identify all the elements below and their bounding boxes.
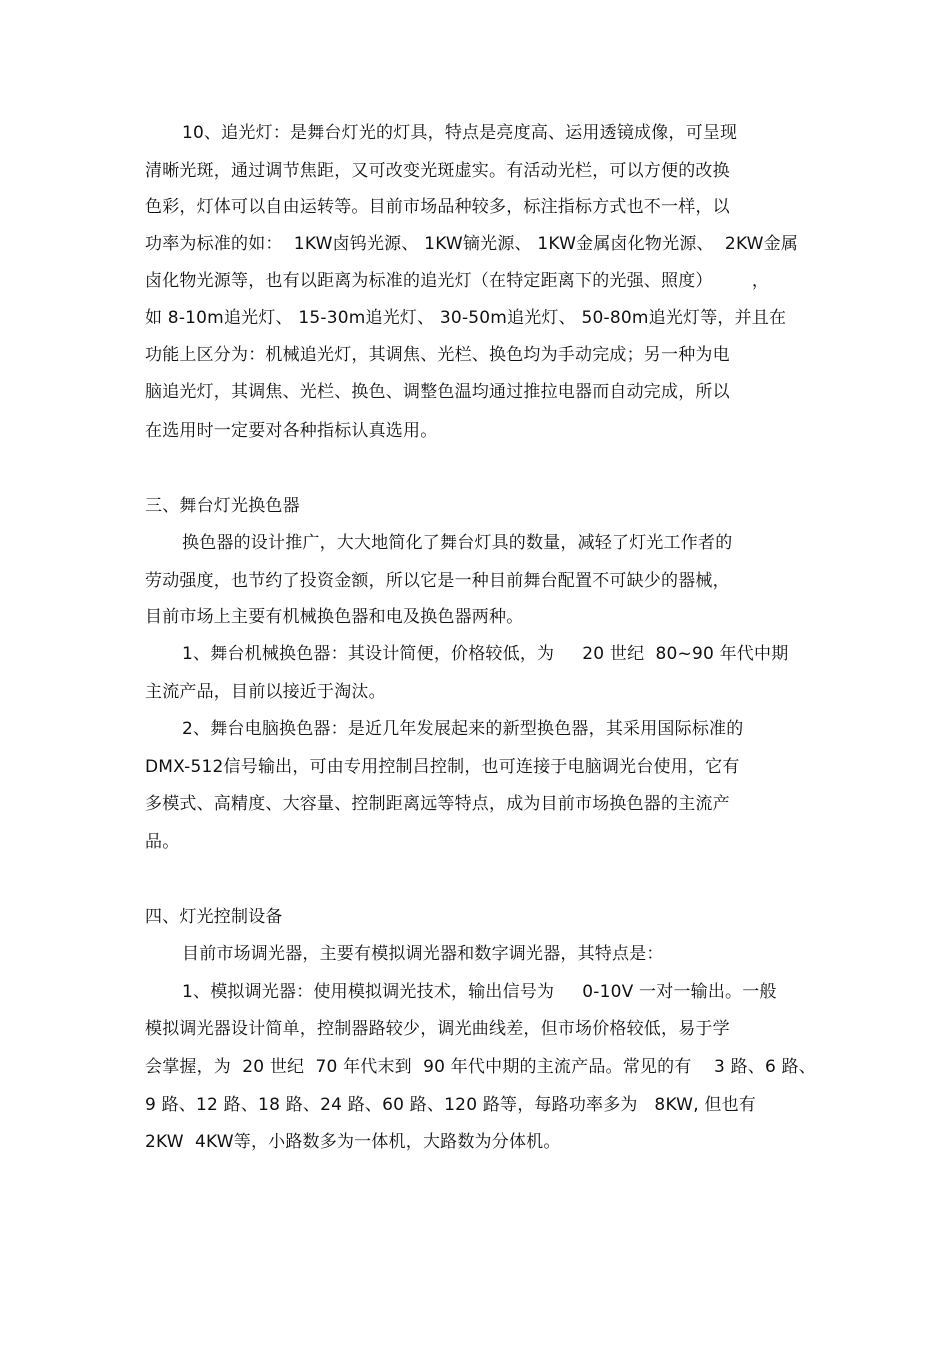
paragraph-line: 换色器的设计推广，大大地简化了舞台灯具的数量，减轻了灯光工作者的	[182, 533, 733, 553]
paragraph-line: 目前市场上主要有机械换色器和电及换色器两种。	[145, 607, 524, 627]
paragraph-line: 色彩，灯体可以自由运转等。目前市场品种较多，标注指标方式也不一样，以	[145, 197, 730, 217]
paragraph-line: 10、追光灯：是舞台灯光的灯具，特点是亮度高、运用透镜成像，可呈现	[182, 123, 738, 143]
paragraph-line: 如 8-10m追光灯、 15-30m追光灯、 30-50m追光灯、 50-80m追光灯等，并且在	[145, 308, 787, 328]
paragraph-line: 2KW 4KW等，小路数多为一体机，大路数为分体机。	[145, 1132, 561, 1152]
paragraph-line: 品。	[145, 832, 180, 852]
paragraph-line: 劳动强度，也节约了投资金额，所以它是一种目前舞台配置不可缺少的器械，	[145, 571, 730, 591]
paragraph-line: 9 路、12 路、18 路、24 路、60 路、120 路等，每路功率多为 8KW, 但也有	[145, 1095, 756, 1115]
paragraph-line: 功率为标准的如： 1KW卤钨光源、 1KW镝光源、 1KW金属卤化物光源、 2KW金属	[145, 234, 799, 254]
paragraph-line: 主流产品，目前以接近于淘汰。	[145, 682, 386, 702]
paragraph-line: 脑追光灯，其调焦、光栏、换色、调整色温均通过推拉电器而自动完成，所以	[145, 382, 730, 402]
section-heading: 三、舞台灯光换色器	[145, 496, 300, 516]
paragraph-line: 清晰光斑，通过调节焦距，又可改变光斑虚实。有活动光栏，可以方便的改换	[145, 161, 730, 181]
section-heading: 四、灯光控制设备	[145, 907, 283, 927]
paragraph-line: DMX-512信号输出，可由专用控制吕控制，也可连接于电脑调光台使用，它有	[145, 757, 740, 777]
paragraph-line: 多模式、高精度、大容量、控制距离远等特点，成为目前市场换色器的主流产	[145, 794, 730, 814]
paragraph-line: 在选用时一定要对各种指标认真选用。	[145, 421, 438, 441]
paragraph-line: 1、模拟调光器：使用模拟调光技术，输出信号为 0-10V 一对一输出。一般	[182, 982, 777, 1002]
paragraph-line: 2、舞台电脑换色器：是近几年发展起来的新型换色器，其采用国际标准的	[182, 719, 744, 739]
paragraph-line: 目前市场调光器，主要有模拟调光器和数字调光器，其特点是：	[182, 944, 664, 964]
paragraph-line: 卤化物光源等，也有以距离为标准的追光灯（在特定距离下的光强、照度） ，	[145, 271, 770, 291]
paragraph-line: 会掌握，为 20 世纪 70 年代末到 90 年代中期的主流产品。常见的有 3 路、6 路、	[145, 1057, 816, 1077]
paragraph-line: 模拟调光器设计简单，控制器路较少，调光曲线差，但市场价格较低，易于学	[145, 1019, 730, 1039]
paragraph-line: 1、舞台机械换色器：其设计简便，价格较低，为 20 世纪 80~90 年代中期	[182, 644, 789, 664]
paragraph-line: 功能上区分为：机械追光灯，其调焦、光栏、换色均为手动完成；另一种为电	[145, 345, 730, 365]
